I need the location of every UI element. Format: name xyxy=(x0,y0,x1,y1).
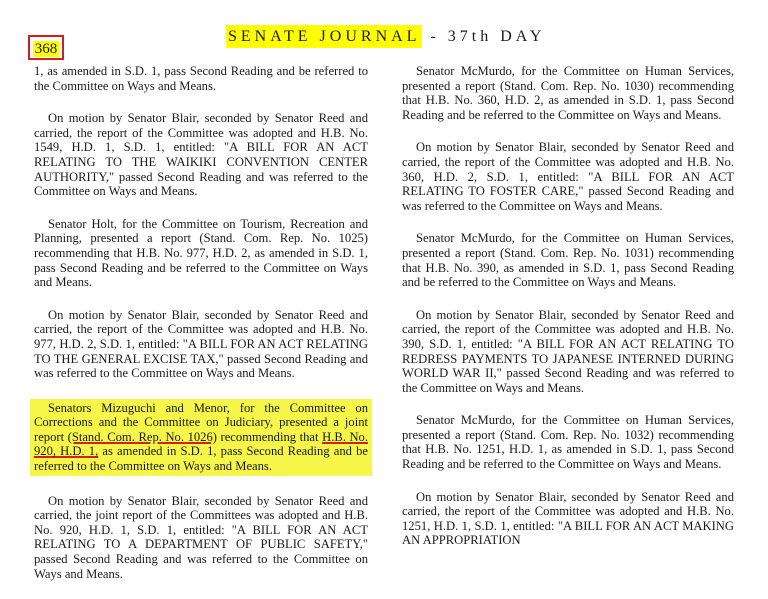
underlined-report-number: (Stand. Com. Rep. No. 1026) xyxy=(67,429,217,444)
journal-day: - 37th DAY xyxy=(430,28,546,45)
right-column xyxy=(402,64,734,566)
paragraph: On motion by Senator Blair, seconded by Senator Reed and carried, the report of the Committee was adopted and H.B. No. 977, H.D. 2, S.D. 1, entitled: "A BILL FOR AN ACT RELATING TO THE GENERAL EXCISE TAX," passed Second Reading and was referred to the Committee on Ways and Means. xyxy=(34,307,368,381)
paragraph: Senator McMurdo, for the Committee on Human Services, presented a report (Stand. Com. Rep. No. 1031) recommending that H.B. No. 390, as amended in S.D. 1, pass Second Reading and be referred to the Committee on Ways and Means. xyxy=(402,231,734,290)
text-run: recommending that xyxy=(216,429,323,444)
left-column xyxy=(34,64,368,599)
paragraph: On motion by Senator Blair, seconded by Senator Reed and carried, the report of the Committee was adopted and H.B. No. 1549, H.D. 1, S.D. 1, entitled: "A BILL FOR AN ACT RELATING TO THE WAIKIKI CONVENTION CENTER AUTHORITY," passed Second Reading and was referred to the Committee on Ways and Means. xyxy=(34,111,368,199)
paragraph: On motion by Senator Blair, seconded by Senator Reed and carried, the joint report of the Committees was adopted and H.B. No. 920, H.D. 1, S.D. 1, entitled: "A BILL FOR AN ACT RELATING TO A DEPARTMENT OF PUBLIC SAFETY," passed Second Reading and was referred to the Committee on Ways and Means. xyxy=(34,493,368,581)
text-run: as amended in S.D. 1, pass Second Reading and be referred to the Committee on Ways and Means. xyxy=(34,444,368,474)
text-run: Senators Mizuguchi and Menor, for the Committee on Corrections and the Committee on Judiciary, presented a joint report xyxy=(34,400,368,444)
paragraph: On motion by Senator Blair, seconded by Senator Reed and carried, the report of the Committee was adopted and H.B. No. 360, H.D. 2, S.D. 1, entitled: "A BILL FOR AN ACT RELATING TO FOSTER CARE," passed Second Reading and was referred to the Committee on Ways and Means. xyxy=(402,140,734,213)
highlighted-paragraph xyxy=(30,399,372,476)
underlined-bill-number: H.B. No. 920, H.D. 1, xyxy=(34,429,368,459)
page-number: 368 xyxy=(28,35,64,60)
paragraph: Senator McMurdo, for the Committee on Human Services, presented a report (Stand. Com. Rep. No. 1030) recommending that H.B. No. 360, H.D. 2, as amended in S.D. 1, pass Second Reading and be referred to the Committee on Ways and Means. xyxy=(402,64,734,122)
paragraph: 1, as amended in S.D. 1, pass Second Reading and be referred to the Committee on Ways and Means. xyxy=(34,64,368,93)
paragraph: Senator Holt, for the Committee on Tourism, Recreation and Planning, presented a report (Stand. Com. Rep. No. 1025) recommending that H.B. No. 977, H.D. 2, as amended in S.D. 1, pass Second Reading and be referred to the Committee on Ways and Means. xyxy=(34,216,368,290)
journal-header xyxy=(226,28,545,46)
journal-title: SENATE JOURNAL xyxy=(226,25,422,48)
paragraph: On motion by Senator Blair, seconded by Senator Reed and carried, the report of the Committee was adopted and H.B. No. 390, S.D. 1, entitled: "A BILL FOR AN ACT RELATING TO REDRESS PAYMENTS TO JAPANESE INTERNED DURING WORLD WAR II," passed Second Reading and was referred to the Committee on Ways and Means. xyxy=(402,307,734,395)
paragraph: On motion by Senator Blair, seconded by Senator Reed and carried, the report of the Committee was adopted and H.B. No. 1251, H.D. 1, S.D. 1, entitled: "A BILL FOR AN ACT MAKING AN APPROPRIATION xyxy=(402,489,734,548)
paragraph: Senator McMurdo, for the Committee on Human Services, presented a report (Stand. Com. Rep. No. 1032) recommending that H.B. No. 1251, H.D. 1, as amended in S.D. 1, pass Second Reading and be referred to the Committee on Ways and Means. xyxy=(402,413,734,472)
